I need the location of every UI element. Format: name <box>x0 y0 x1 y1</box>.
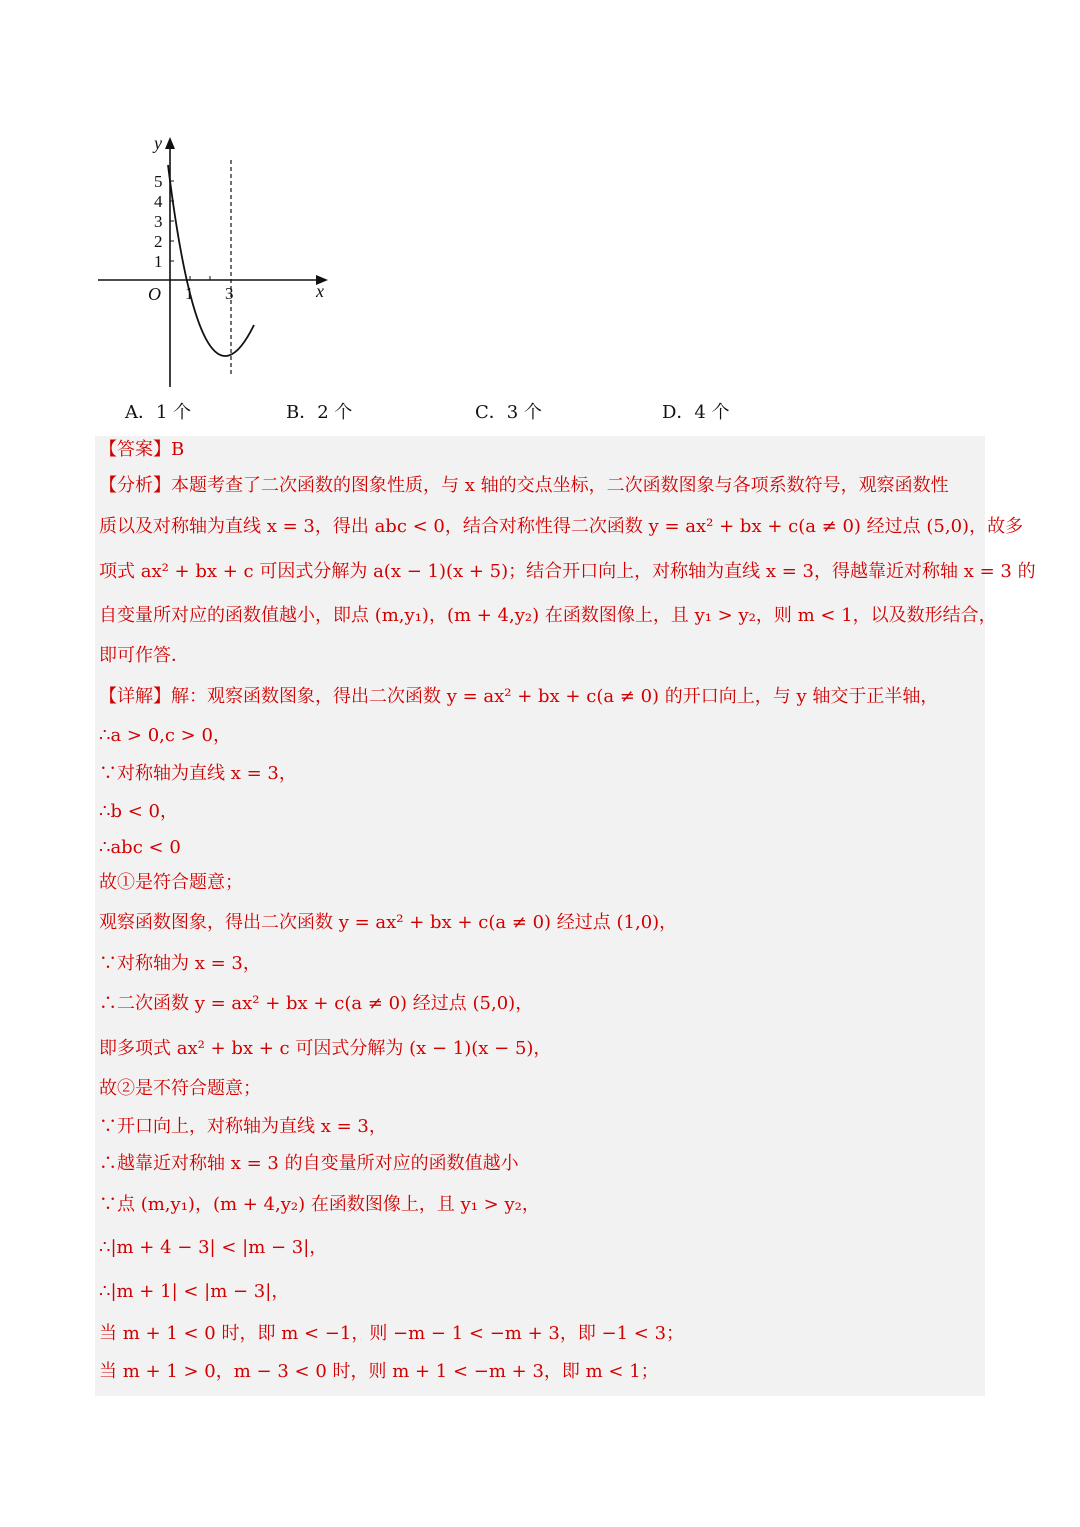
analysis-line: 【分析】本题考查了二次函数的图象性质，与 x 轴的交点坐标，二次函数图象与各项系数符号，观察函数性 <box>99 475 949 496</box>
y-tick-label: 2 <box>154 232 163 251</box>
x-tick-label: 3 <box>225 284 234 303</box>
x-axis-label: x <box>316 281 324 301</box>
answer-options <box>0 398 1080 428</box>
detail-line: ∴b < 0， <box>99 801 178 822</box>
option-c[interactable]: C．3 个 <box>475 402 542 423</box>
detail-line: 故①是符合题意； <box>99 872 243 893</box>
detail-line: 当 m + 1 > 0，m − 3 < 0 时，则 m + 1 < −m + 3，即 m < 1； <box>99 1361 659 1382</box>
x-tick-label: 1 <box>185 284 194 303</box>
detail-line: ∴越靠近对称轴 x = 3 的自变量所对应的函数值越小 <box>99 1153 519 1174</box>
analysis-line: 即可作答． <box>99 645 189 666</box>
y-tick-label: 5 <box>154 172 163 191</box>
option-d[interactable]: D．4 个 <box>662 402 730 423</box>
option-b[interactable]: B．2 个 <box>286 402 353 423</box>
y-tick-label: 1 <box>154 252 163 271</box>
detail-line: ∵对称轴为直线 x = 3， <box>99 763 297 784</box>
parabola-graph <box>90 125 350 405</box>
origin-label: O <box>148 284 161 304</box>
y-axis-arrow <box>165 137 175 149</box>
y-axis-label: y <box>154 133 162 153</box>
option-a[interactable]: A．1 个 <box>125 402 192 423</box>
analysis-line: 自变量所对应的函数值越小，即点 (m,y₁)，(m + 4,y₂) 在函数图像上，且 y₁ > y₂，则 m < 1，以及数形结合， <box>99 605 997 626</box>
analysis-line: 质以及对称轴为直线 x = 3，得出 abc < 0，结合对称性得二次函数 y = ax² + bx + c(a ≠ 0) 经过点 (5,0)，故多 <box>99 516 1024 537</box>
detail-line: 即多项式 ax² + bx + c 可因式分解为 (x − 1)(x − 5)， <box>99 1038 552 1059</box>
detail-line: 观察函数图象，得出二次函数 y = ax² + bx + c(a ≠ 0) 经过点 (1,0)， <box>99 912 678 933</box>
answer-explanation <box>95 436 1036 1396</box>
detail-line: ∴a > 0,c > 0， <box>99 725 231 746</box>
detail-line: ∵点 (m,y₁)，(m + 4,y₂) 在函数图像上，且 y₁ > y₂， <box>99 1194 540 1215</box>
detail-line: ∵对称轴为 x = 3， <box>99 953 261 974</box>
y-tick-label: 4 <box>154 192 163 211</box>
detail-line: 当 m + 1 < 0 时，即 m < −1，则 −m − 1 < −m + 3，即 −1 < 3； <box>99 1323 685 1344</box>
detail-line: ∴二次函数 y = ax² + bx + c(a ≠ 0) 经过点 (5,0)， <box>99 993 534 1014</box>
y-tick-label: 3 <box>154 212 163 231</box>
answer-line: 【答案】B <box>99 439 185 460</box>
parabola-curve <box>168 165 254 356</box>
detail-line: ∵开口向上，对称轴为直线 x = 3， <box>99 1116 387 1137</box>
detail-line: ∴abc < 0 <box>99 837 181 858</box>
detail-line: 【详解】解：观察函数图象，得出二次函数 y = ax² + bx + c(a ≠ 0) 的开口向上，与 y 轴交于正半轴， <box>99 686 939 707</box>
detail-line: ∴|m + 1| < |m − 3|， <box>99 1281 290 1302</box>
analysis-line: 项式 ax² + bx + c 可因式分解为 a(x − 1)(x + 5)；结合开口向上，对称轴为直线 x = 3，得越靠近对称轴 x = 3 的 <box>99 561 1036 582</box>
detail-line: ∴|m + 4 − 3| < |m − 3|， <box>99 1237 328 1258</box>
detail-line: 故②是不符合题意； <box>99 1078 261 1099</box>
